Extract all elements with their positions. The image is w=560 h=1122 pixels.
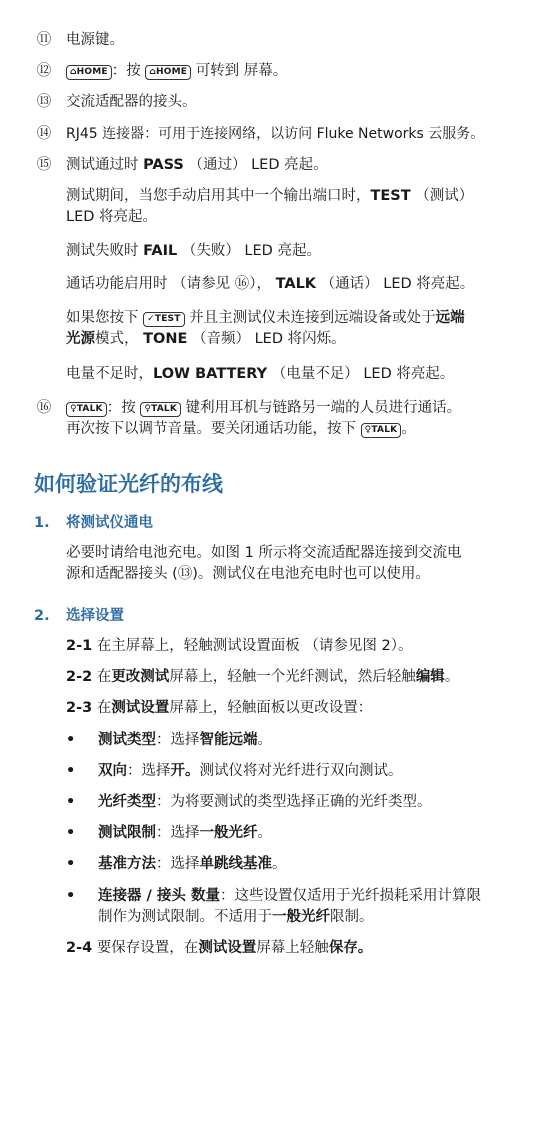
text-segment: 必要时请给电池充电。如图 1 所示将交流适配器连接到交流电 [66,545,462,561]
low-battery-label: LOW BATTERY [153,366,268,382]
paragraph-fail-led [66,241,526,262]
item-text-segment: 测试通过时 [66,157,144,173]
text-segment: 。 [257,825,272,841]
item-text: 电源键。 [66,32,124,48]
step-number: 2. [34,608,50,624]
bullet-icon: • [66,888,76,904]
substep-number: 2-4 [66,940,93,956]
item-number: ⑭ [36,126,52,142]
test-key-icon: ✓TEST [143,312,184,327]
home-key-icon: ⌂HOME [145,65,191,80]
item-number: ⑬ [36,94,52,110]
text-segment: ：选择 [127,763,171,779]
bullet-value: 一般光纤 [199,825,258,841]
substep-2-4 [66,938,526,959]
text-segment: 限制。 [330,909,374,925]
bold-term: 更改测试 [111,669,170,685]
paragraph-talk-led [66,274,526,295]
substep-number: 2-1 [66,638,93,654]
text-segment: 在 [96,669,112,685]
text-segment: ：选择 [156,825,200,841]
item-text [66,398,534,440]
reference-number: ⑯ [234,276,250,292]
text-segment: 测试仪将对光纤进行双向测试。 [199,763,403,779]
text-segment: 屏幕上，轻触一个光纤测试，然后轻触 [169,669,416,685]
step-1-text [66,543,526,585]
bold-term: 保存。 [328,940,373,956]
item-number: ⑪ [36,32,52,48]
item-number: ⑯ [36,400,52,416]
text-segment: 再次按下以调节音量。要关闭通话功能，按下 [66,421,356,437]
substep-2-2 [66,667,526,688]
bold-term: 测试设置 [111,700,170,716]
text-segment: ：为将要测试的类型选择正确的光纤类型。 [156,794,432,810]
talk-key-icon: ♀TALK [66,402,107,417]
talk-key-icon: ♀TALK [361,423,402,438]
text-segment: 。 [272,856,287,872]
text-segment: 并且主测试仪未连接到远端设备或处于 [189,310,436,326]
item-text [66,61,534,82]
bullet-value: 智能远端 [199,732,258,748]
text-segment: )。测试仪在电池充电时也可以使用。 [192,566,430,582]
bullet-icon: • [66,732,76,748]
bold-term: 光源 [66,331,95,347]
text-segment: ：选择 [156,856,200,872]
text-segment: 。 [401,421,416,437]
text-segment: 要保存设置，在 [96,940,199,956]
substep-2-3 [66,698,526,719]
text-segment: （测试） [415,188,474,204]
bullet-label: 测试类型 [98,732,156,748]
bullet-value: 一般光纤 [272,909,330,925]
substep-number: 2-2 [66,669,93,685]
step-title: 选择设置 [66,608,124,624]
bullet-label: 光纤类型 [98,794,156,810]
text-segment: 在 [96,700,112,716]
bold-term: 编辑 [415,669,445,685]
bullet-icon: • [66,825,76,841]
text-segment: 键利用耳机与链路另一端的人员进行通话。 [185,400,462,416]
item-text-segment: 可转到 屏幕。 [195,63,288,79]
text-segment: ：这些设置仅适用于光纤损耗采用计算限 [219,888,481,904]
text-segment: 如果您按下 [66,310,139,326]
paragraph-tone-led [66,308,526,350]
bullet-label: 双向 [98,763,127,779]
text-segment: 在主屏幕上，轻触测试设置面板 （请参见图 2）。 [96,638,413,654]
pass-label: PASS [143,157,184,173]
paragraph-low-battery-led [66,364,526,385]
bullet-value: 开。 [170,763,200,779]
step-title: 将测试仪通电 [66,515,153,531]
bold-term: 远端 [435,310,465,326]
text-segment: 测试期间，当您手动启用其中一个输出端口时， [66,188,371,204]
text-segment: ：按 [106,400,136,416]
text-segment: 源和适配器接头 ( [66,566,178,582]
bullet-icon: • [66,794,76,810]
fail-label: FAIL [143,243,178,259]
text-segment: 。 [257,732,272,748]
talk-key-icon: ♀TALK [140,402,181,417]
text-segment: ：选择 [156,732,200,748]
text-segment: ）， [249,276,271,292]
text-segment: （音频） LED 将闪烁。 [191,331,346,347]
text-segment: 屏幕上轻触 [256,940,329,956]
text-segment: LED 将亮起。 [66,209,158,225]
text-segment: 制作为测试限制。不适用于 [98,909,272,925]
paragraph-test-led [66,186,526,228]
text-segment: 模式， [95,331,139,347]
talk-label: TALK [275,276,317,292]
item-text: 交流适配器的接头。 [66,94,197,110]
item-text [66,155,534,176]
item-number: ⑫ [36,63,52,79]
tone-label: TONE [143,331,188,347]
reference-number: ⑬ [177,566,193,582]
test-label: TEST [370,188,411,204]
text-segment: 通话功能启用时 （请参见 [66,276,235,292]
text-segment: 测试失败时 [66,243,144,259]
text-segment: （电量不足） LED 将亮起。 [271,366,455,382]
substep-2-1 [66,636,526,657]
item-text: RJ45 连接器：可用于连接网络，以访问 Fluke Networks 云服务。 [66,126,485,142]
step-number: 1. [34,515,50,531]
item-text-segment: ：按 [111,63,141,79]
bullet-icon: • [66,763,76,779]
bullet-label: 测试限制 [98,825,156,841]
bullet-icon: • [66,856,76,872]
text-segment: 电量不足时， [66,366,153,382]
bullet-label: 连接器 / 接头 数量 [98,888,220,904]
item-text-segment: （通过） LED 亮起。 [188,157,328,173]
item-number: ⑮ [36,157,52,173]
section-title: 如何验证光纤的布线 [34,472,223,496]
bullet-value: 单跳线基准 [199,856,272,872]
text-segment: （通话） LED 将亮起。 [320,276,475,292]
bold-term: 测试设置 [198,940,257,956]
text-segment: 屏幕上，轻触面板以更改设置： [169,700,373,716]
bullet-label: 基准方法 [98,856,156,872]
substep-number: 2-3 [66,700,93,716]
text-segment: （失败） LED 亮起。 [181,243,321,259]
text-segment: 。 [444,669,460,685]
home-key-icon: ⌂HOME [66,65,112,80]
